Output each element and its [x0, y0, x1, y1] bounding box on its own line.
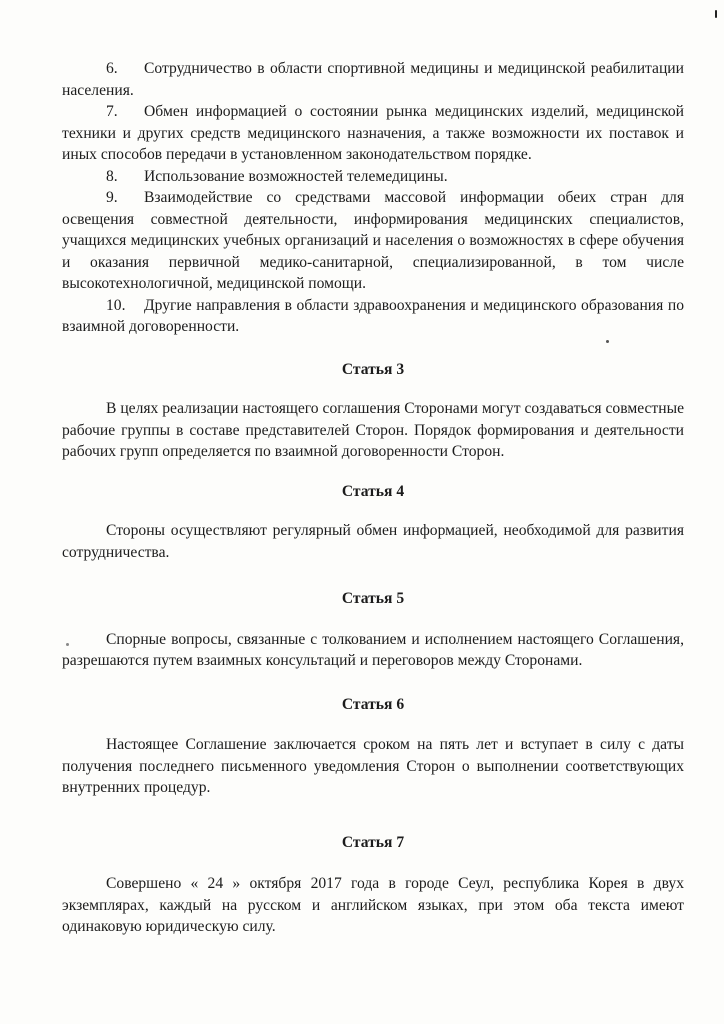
list-item-text: Взаимодействие со средствами массовой информации обеих стран для освещения совместной деятельности, информирования медицинских специалистов, учащихся медицинских учебных организаций и населения о возможностях в сфере обучения и оказания первичной медико-санитарной, специализированной, в том числе высокотехнологичной, медицинской помощи.: [62, 189, 684, 292]
article-3-text: В целях реализации настоящего соглашения Сторонами могут создаваться совместные рабочие группы в составе представителей Сторон. Порядок формирования и деятельности рабочих групп определяется по взаимной договоренности Сторон.: [62, 400, 684, 460]
list-item-text: Использование возможностей телемедицины.: [144, 167, 448, 185]
article-5-text: Спорные вопросы, связанные с толкованием и исполнением настоящего Соглашения, разрешаются путем взаимных консультаций и переговоров между Сторонами.: [62, 630, 684, 669]
list-item-text: Обмен информацией о состоянии рынка медицинских изделий, медицинской техники и других средств медицинского назначения, а также возможности их поставок и иных способов передачи в установленном законодательством порядке.: [62, 103, 684, 163]
article-6-heading: Статья 6: [341, 695, 405, 713]
list-item-text: Сотрудничество в области спортивной медицины и медицинской реабилитации населения.: [62, 60, 684, 99]
article-3-heading: Статья 3: [341, 360, 405, 378]
document-page: [62, 58, 684, 938]
list-item-text: Другие направления в области здравоохранения и медицинского образования по взаимной договоренности.: [62, 296, 684, 335]
list-item-10: [62, 295, 684, 338]
article-4-heading: Статья 4: [341, 482, 405, 500]
scan-speck: [606, 340, 609, 343]
list-item-number: 8.: [106, 167, 118, 185]
scan-speck: [66, 643, 69, 646]
article-5-heading: Статья 5: [341, 590, 405, 607]
list-item-number: 7.: [106, 103, 118, 120]
article-6-text: Настоящее Соглашение заключается сроком на пять лет и вступает в силу с даты получения последнего письменного уведомления Сторон о выполнении соответствующих внутренних процедур.: [62, 736, 684, 796]
list-item-number: 10.: [106, 296, 126, 314]
list-item-number: 9.: [106, 189, 118, 206]
list-item-8: [62, 166, 684, 188]
list-item-7: [62, 101, 684, 166]
scan-speck: [715, 10, 717, 18]
list-item-9: [62, 187, 684, 295]
article-7-heading: Статья 7: [341, 833, 405, 851]
article-4-text: Стороны осуществляют регулярный обмен информацией, необходимой для развития сотрудничества.: [62, 522, 684, 561]
article-7-text: Совершено « 24 » октября 2017 года в городе Сеул, республика Корея в двух экземплярах, каждый на русском и английском языках, при этом оба текста имеют одинаковую юридическую силу.: [62, 875, 684, 935]
list-item-number: 6.: [106, 60, 118, 77]
list-item-6: [62, 58, 684, 101]
